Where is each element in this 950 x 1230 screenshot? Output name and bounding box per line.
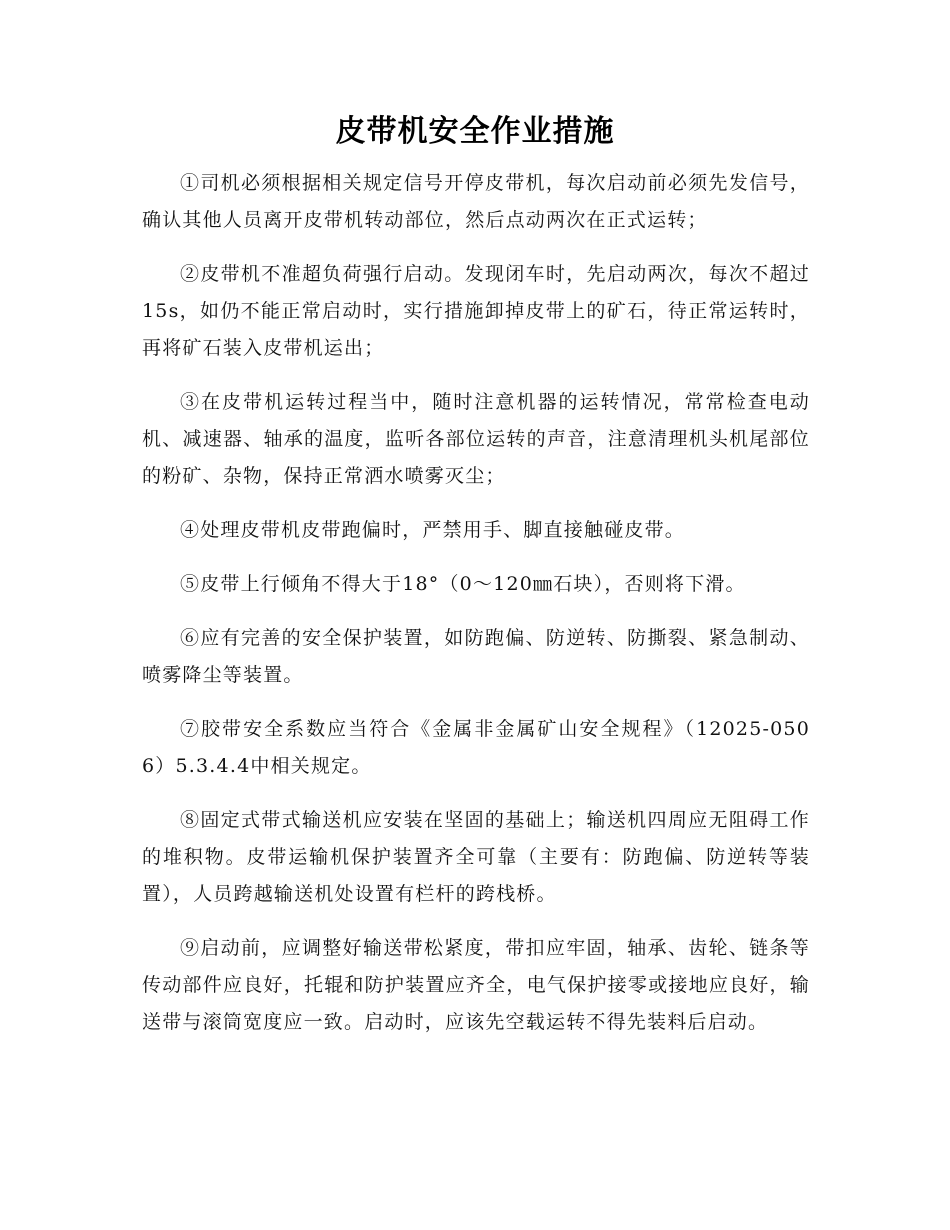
paragraph-1: ①司机必须根据相关规定信号开停皮带机，每次启动前必须先发信号，确认其他人员离开皮带机转动部位，然后点动两次在正式运转； bbox=[142, 172, 810, 231]
paragraph-5: ⑤皮带上行倾角不得大于18°（0～120㎜石块），否则将下滑。 bbox=[180, 573, 746, 595]
paragraph-2: ②皮带机不准超负荷强行启动。发现闭车时，先启动两次，每次不超过15s，如仍不能正常启动时，实行措施卸掉皮带上的矿石，待正常运转时，再将矿石装入皮带机运出； bbox=[142, 263, 810, 359]
document-body bbox=[142, 165, 810, 1058]
paragraph-4: ④处理皮带机皮带跑偏时，严禁用手、脚直接触碰皮带。 bbox=[180, 519, 686, 541]
paragraph-6: ⑥应有完善的安全保护装置，如防跑偏、防逆转、防撕裂、紧急制动、喷雾降尘等装置。 bbox=[142, 627, 810, 686]
paragraph-3: ③在皮带机运转过程当中，随时注意机器的运转情况，常常检查电动机、减速器、轴承的温度，监听各部位运转的声音，注意清理机头机尾部位的粉矿、杂物，保持正常洒水喷雾灭尘； bbox=[142, 391, 810, 487]
paragraph-7: ⑦胶带安全系数应当符合《金属非金属矿山安全规程》（12025-0506）5.3.4.4中相关规定。 bbox=[142, 718, 810, 777]
document-title: 皮带机安全作业措施 bbox=[335, 114, 615, 149]
paragraph-9: ⑨启动前，应调整好输送带松紧度，带扣应牢固，轴承、齿轮、链条等传动部件应良好，托辊和防护装置应齐全，电气保护接零或接地应良好，输送带与滚筒宽度应一致。启动时，应该先空载运转不得先装料后启动。 bbox=[142, 937, 810, 1033]
paragraph-8: ⑧固定式带式输送机应安装在坚固的基础上；输送机四周应无阻碍工作的堆积物。皮带运输机保护装置齐全可靠（主要有：防跑偏、防逆转等装置），人员跨越输送机处设置有栏杆的跨栈桥。 bbox=[142, 809, 810, 905]
